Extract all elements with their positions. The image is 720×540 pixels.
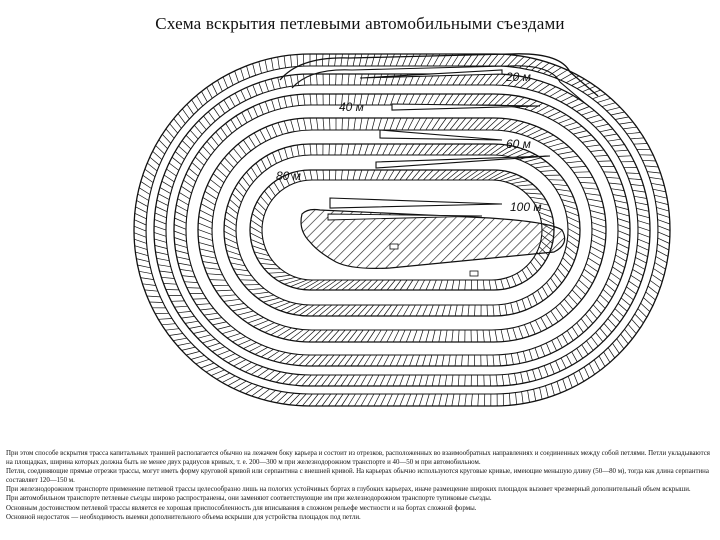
marker-box — [470, 271, 478, 276]
marker-box — [390, 244, 398, 249]
paragraph: Петли, соединяющие прямые отрезки трассы, могут иметь форму круговой кривой или серпантина с внешней кривой. На карьерах обычно используются круговые кривые, имеющие меньшую длину (50—80 м), тогда как длина серпантина составляет 120—150 м. — [6, 468, 709, 485]
level-labels — [276, 70, 542, 214]
body-text — [6, 449, 714, 522]
pit-bottom-hatched — [301, 210, 565, 277]
level-label-80: 80 м — [276, 169, 301, 183]
slide-title: Схема вскрытия петлевыми автомобильными съездами — [155, 14, 565, 33]
ramp-3 — [380, 130, 502, 140]
ramp-5 — [330, 198, 502, 208]
level-label-40: 40 м — [339, 100, 364, 114]
paragraph: При автомобильном транспорте петлевые съезды широко распространены, они заменяют соответствующие им при железнодорожном транспорте тупиковые съезды. — [6, 495, 492, 503]
level-label-20: 20 м — [506, 70, 531, 84]
pit-scheme-diagram — [130, 48, 710, 448]
paragraph: При этом способе вскрытия трасса капитальных траншей располагается обычно на лежачем боку карьера и состоит из отрезков, расположенных во взаимообратных направлениях и соединенных между собой петлями. Петли укладываются на площадках, ширина которых должна быть не менее двух радиусов кривых, т. е. 200—300 м при железнодорожном транспорте и 40—50 м при автомобильном. — [6, 450, 710, 467]
level-label-60: 60 м — [506, 137, 531, 151]
paragraph: Основной недостаток — необходимость выемки дополнительного объема вскрыши для устройства площадок под петли. — [6, 513, 361, 521]
paragraph: При железнодорожном транспорте применение петлевой трассы целесообразно лишь на пологих устойчивых бортах в глубоких карьерах, иначе размещение широких площадок вызовет чрезмерный дополнительный объем вскрыши. — [6, 486, 691, 494]
paragraph: Основным достоинством петлевой трассы является ее хорошая приспособленность для вписывания в сложном рельефе местности и на бортах сложной формы. — [6, 504, 477, 512]
ramp-2 — [392, 104, 540, 110]
level-label-100: 100 м — [510, 200, 542, 214]
